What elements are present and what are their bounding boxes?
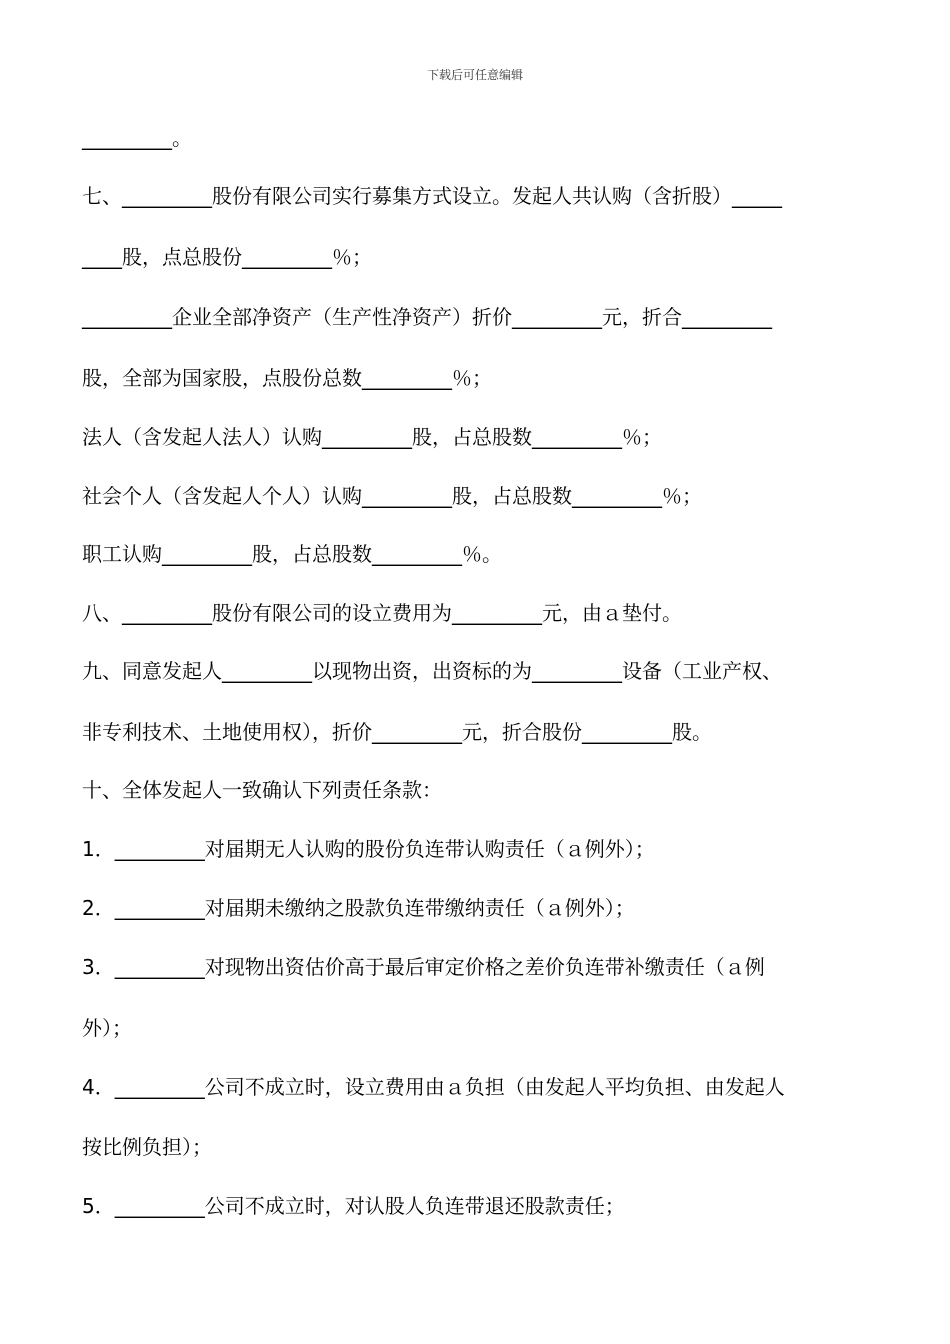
text-line: 股，全部为国家股，点股份总数_________％； xyxy=(82,366,492,390)
text-line: 外）； xyxy=(82,1016,132,1040)
text-line: _________企业全部净资产（生产性净资产）折价_________元，折合_________ xyxy=(82,305,772,329)
text-line: 非专利技术、土地使用权），折价_________元，折合股份_________股。 xyxy=(82,720,712,744)
text-line: 2．_________对届期未缴纳之股款负连带缴纳责任（ａ例外）； xyxy=(82,896,635,920)
text-line: 八、_________股份有限公司的设立费用为_________元，由ａ垫付。 xyxy=(82,601,682,625)
text-line: 5．_________公司不成立时，对认股人负连带退还股款责任； xyxy=(82,1194,625,1218)
text-line: 按比例负担）； xyxy=(82,1135,212,1159)
text-line: 十、全体发起人一致确认下列责任条款： xyxy=(82,778,442,802)
text-line: 九、同意发起人_________以现物出资，出资标的为_________设备（工业产权、 xyxy=(82,659,782,683)
text-line: 职工认购_________股，占总股数_________％。 xyxy=(82,542,502,566)
text-line: ____股，点总股份_________％； xyxy=(82,245,372,269)
page-header: 下载后可任意编辑 xyxy=(426,68,523,82)
text-line: _________。 xyxy=(82,126,192,150)
text-line: 1．_________对届期无人认购的股份负连带认购责任（ａ例外）； xyxy=(82,837,655,861)
text-line: 法人（含发起人法人）认购_________股，占总股数_________％； xyxy=(82,425,662,449)
text-line: 4．_________公司不成立时，设立费用由ａ负担（由发起人平均负担、由发起人 xyxy=(82,1075,785,1099)
text-line: 七、_________股份有限公司实行募集方式设立。发起人共认购（含折股）_____ xyxy=(82,184,782,208)
text-line: 3．_________对现物出资估价高于最后审定价格之差价负连带补缴责任（ａ例 xyxy=(82,955,765,979)
text-line: 社会个人（含发起人个人）认购_________股，占总股数_________％； xyxy=(82,484,702,508)
